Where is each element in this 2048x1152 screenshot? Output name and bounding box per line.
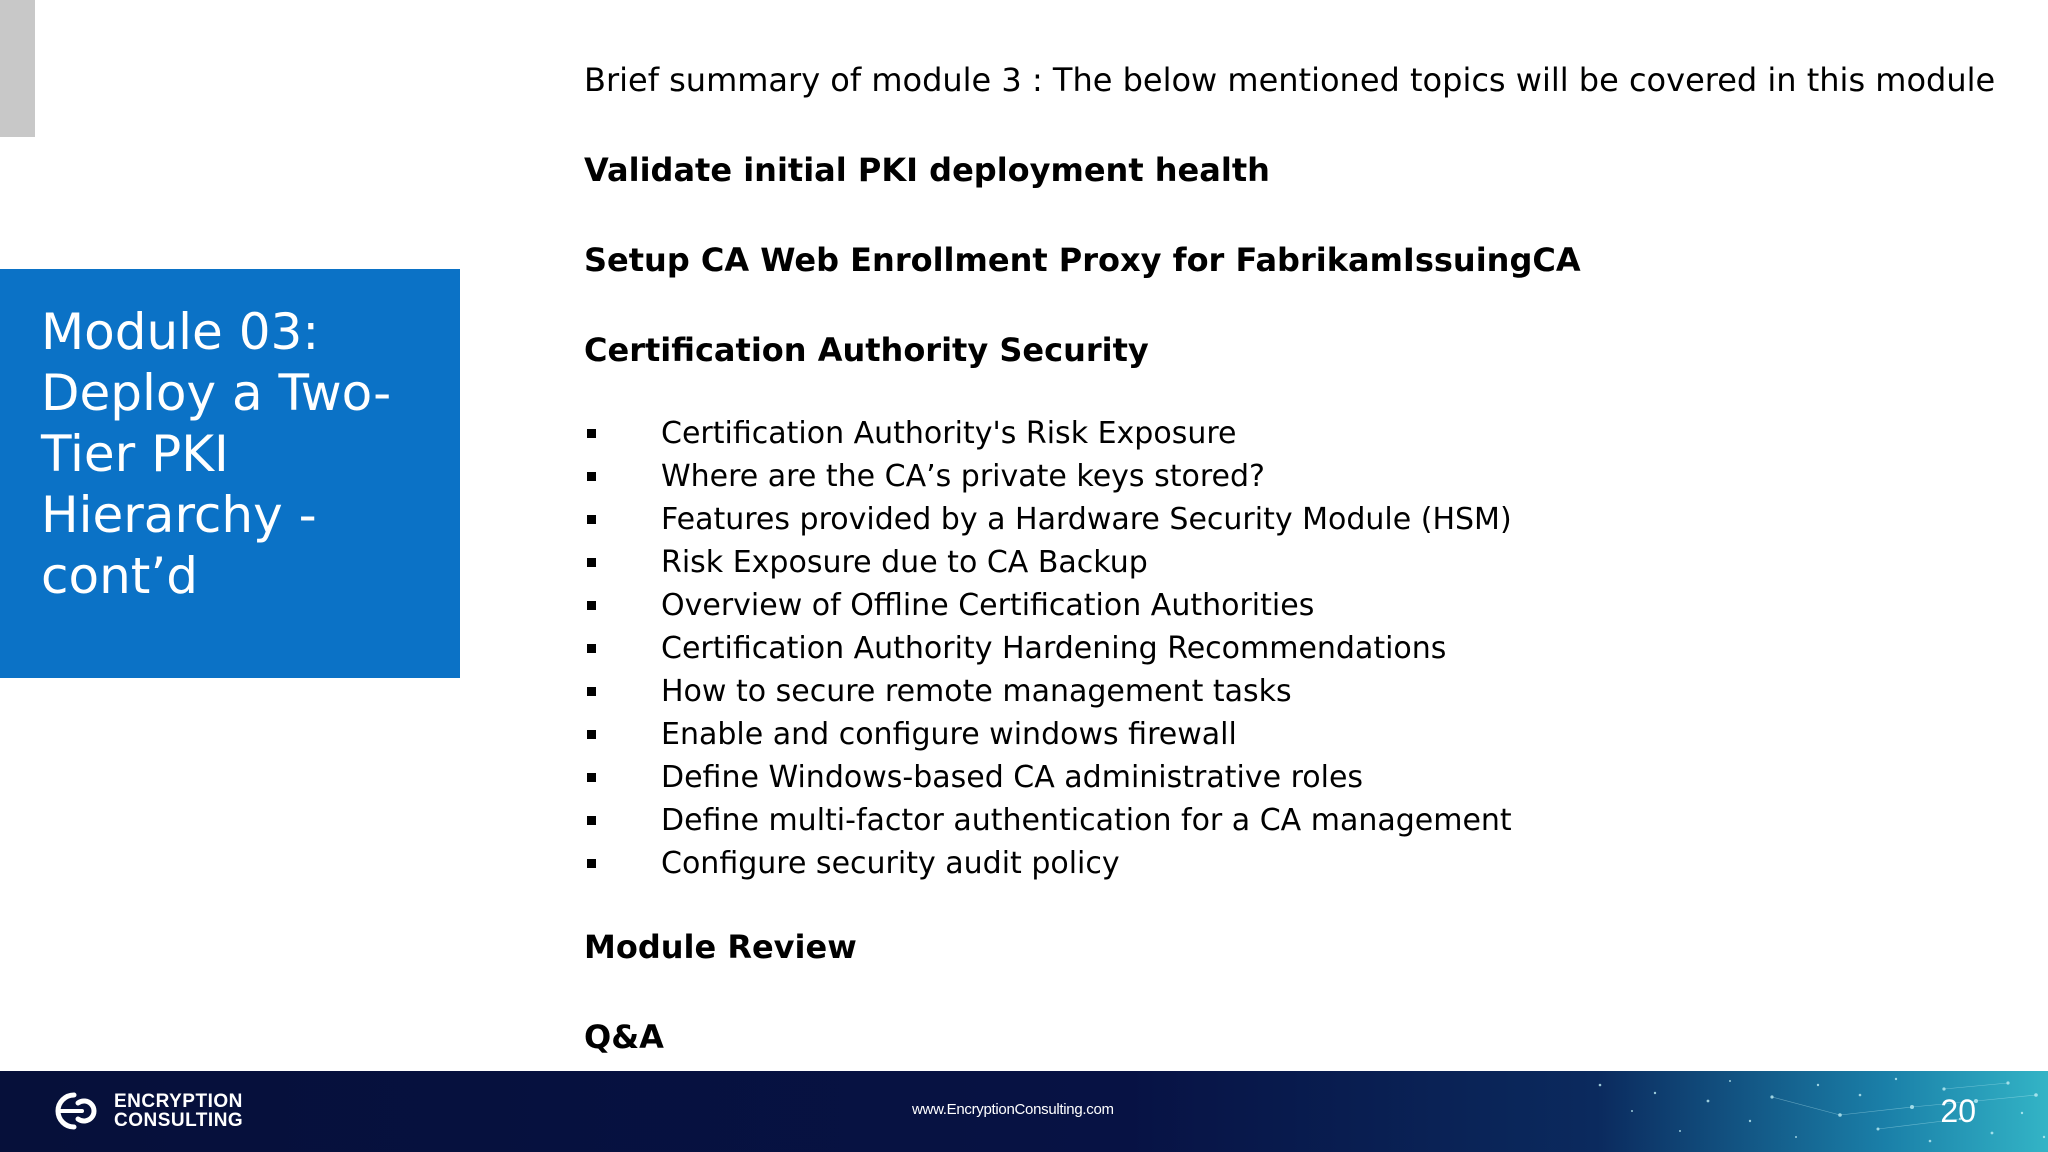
list-item <box>584 627 2004 670</box>
list-item-text: Define multi-factor authentication for a CA management <box>661 803 1512 838</box>
list-item-text: Certification Authority Hardening Recommendations <box>661 631 1447 666</box>
module-summary: Brief summary of module 3 : The below mentioned topics will be covered in this module <box>584 61 1996 99</box>
list-item <box>584 713 2004 756</box>
logo-line-1: ENCRYPTION <box>114 1091 243 1112</box>
website-url: www.EncryptionConsulting.com <box>912 1101 1114 1118</box>
logo-wordmark <box>114 1092 243 1130</box>
list-item <box>584 541 2004 584</box>
topic-heading-module-review: Module Review <box>584 928 857 966</box>
slide-content <box>584 52 2004 1065</box>
list-item-text: Certification Authority's Risk Exposure <box>661 416 1237 451</box>
list-item-text: Configure security audit policy <box>661 846 1120 881</box>
footer-bar <box>0 1071 2048 1152</box>
list-item <box>584 842 2004 885</box>
square-bullet-icon <box>587 472 596 481</box>
topic-heading-web-enrollment: Setup CA Web Enrollment Proxy for FabrikamIssuingCA <box>584 241 1581 279</box>
ec-logo-icon <box>48 1089 108 1133</box>
topic-heading-health: Validate initial PKI deployment health <box>584 151 1270 189</box>
square-bullet-icon <box>587 859 596 868</box>
square-bullet-icon <box>587 773 596 782</box>
logo-line-2: CONSULTING <box>114 1110 244 1131</box>
square-bullet-icon <box>587 644 596 653</box>
list-item <box>584 412 2004 455</box>
list-item-text: Overview of Offline Certification Authorities <box>661 588 1315 623</box>
square-bullet-icon <box>587 730 596 739</box>
list-item-text: How to secure remote management tasks <box>661 674 1292 709</box>
page-number: 20 <box>1940 1093 1976 1129</box>
security-topics-list <box>584 412 2004 885</box>
topic-heading-qa: Q&A <box>584 1018 664 1056</box>
topic-heading-ca-security: Certification Authority Security <box>584 331 1149 369</box>
list-item <box>584 584 2004 627</box>
square-bullet-icon <box>587 429 596 438</box>
list-item-text: Define Windows-based CA administrative roles <box>661 760 1364 795</box>
list-item-text: Features provided by a Hardware Security Module (HSM) <box>661 502 1512 537</box>
list-item <box>584 670 2004 713</box>
corner-tab <box>0 0 35 137</box>
square-bullet-icon <box>587 687 596 696</box>
list-item-text: Risk Exposure due to CA Backup <box>661 545 1148 580</box>
company-logo <box>48 1087 243 1135</box>
list-item-text: Enable and configure windows firewall <box>661 717 1237 752</box>
list-item <box>584 799 2004 842</box>
square-bullet-icon <box>587 515 596 524</box>
square-bullet-icon <box>587 816 596 825</box>
square-bullet-icon <box>587 601 596 610</box>
slide-title: Module 03: Deploy a Two- Tier PKI Hierarchy - cont’d <box>41 303 392 605</box>
list-item <box>584 498 2004 541</box>
list-item <box>584 455 2004 498</box>
square-bullet-icon <box>587 558 596 567</box>
list-item <box>584 756 2004 799</box>
list-item-text: Where are the CA’s private keys stored? <box>661 459 1265 494</box>
